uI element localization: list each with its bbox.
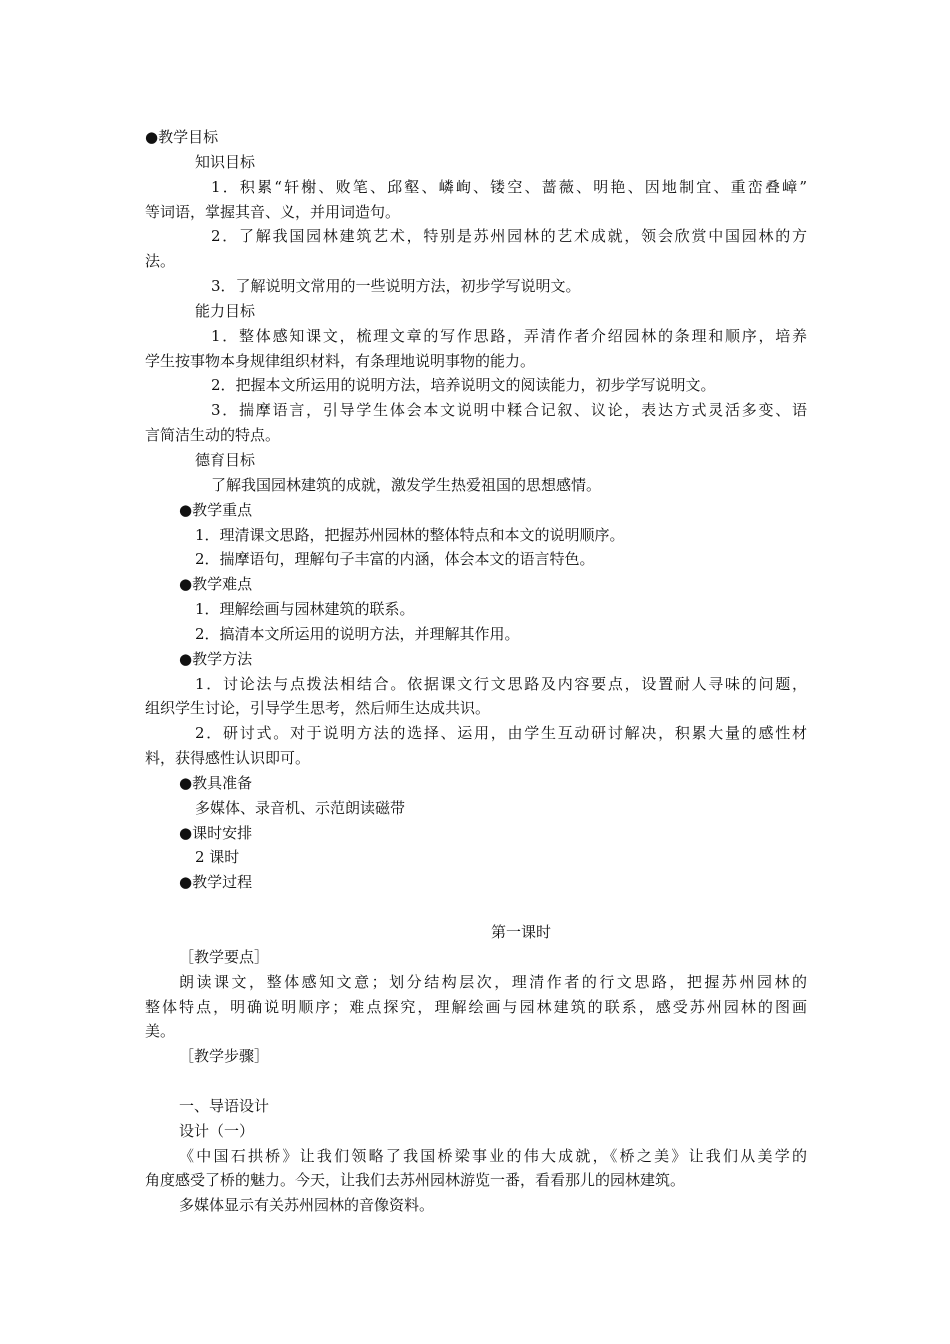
spacer: [145, 895, 807, 920]
intro-design-heading: 一、导语设计: [179, 1096, 270, 1115]
knowledge-item-1-line-1: 1．积累“轩榭、败笔、邱壑、嶙峋、镂空、蔷薇、明艳、因地制宜、重峦叠嶂”: [211, 177, 807, 196]
knowledge-item-3: 3．了解说明文常用的一些说明方法，初步学写说明文。: [211, 277, 581, 296]
schedule-heading: ●课时安排: [179, 823, 253, 842]
lesson-1-points-heading: ［教学要点］: [179, 947, 270, 966]
moral-objectives-title: 德育目标: [195, 450, 256, 469]
knowledge-objectives-title: 知识目标: [195, 152, 256, 171]
key-points-heading: ●教学重点: [179, 500, 253, 519]
method-1-line-1: 1．讨论法与点拨法相结合。依据课文行文思路及内容要点，设置耐人寻味的问题，: [195, 674, 807, 693]
lesson-1-points-line-2: 整体特点，明确说明顺序；难点探究，理解绘画与园林建筑的联系，感受苏州园林的图画: [145, 997, 807, 1016]
document-page: [145, 125, 807, 1218]
key-point-2: 2．揣摩语句，理解句子丰富的内涵，体会本文的语言特色。: [195, 550, 595, 569]
ability-item-1-line-1: 1．整体感知课文，梳理文章的写作思路，弄清作者介绍园林的条理和顺序，培养: [211, 326, 807, 345]
key-point-1: 1．理清课文思路，把握苏州园林的整体特点和本文的说明顺序。: [195, 525, 625, 544]
method-2-line-1: 2．研讨式。对于说明方法的选择、运用，由学生互动研讨解决，积累大量的感性材: [195, 724, 807, 743]
knowledge-item-2-line-2: 法。: [145, 252, 176, 271]
moral-objectives-text: 了解我国园林建筑的成就，激发学生热爱祖国的思想感情。: [211, 475, 602, 494]
lesson-1-steps-heading: ［教学步骤］: [179, 1047, 270, 1066]
lesson-1-points-line-1: 朗读课文，整体感知文意；划分结构层次，理清作者的行文思路，把握苏州园林的: [179, 972, 807, 991]
methods-heading: ●教学方法: [179, 649, 253, 668]
ability-item-1-line-2: 学生按事物本身规律组织材料，有条理地说明事物的能力。: [145, 351, 536, 370]
lesson-1-points-line-3: 美。: [145, 1022, 176, 1041]
ability-item-3-line-2: 言简洁生动的特点。: [145, 426, 281, 445]
ability-item-3-line-1: 3．揣摩语言，引导学生体会本文说明中糅合记叙、议论，表达方式灵活多变、语: [211, 401, 807, 420]
design-one-line-2: 角度感受了桥的魅力。今天，让我们去苏州园林游览一番，看看那儿的园林建筑。: [145, 1171, 686, 1190]
method-2-line-2: 料，获得感性认识即可。: [145, 749, 311, 768]
difficulty-2: 2．搞清本文所运用的说明方法，并理解其作用。: [195, 624, 520, 643]
process-heading: ●教学过程: [179, 873, 253, 892]
tools-heading: ●教具准备: [179, 773, 253, 792]
teaching-objectives-heading: ●教学目标: [145, 128, 219, 146]
difficulty-1: 1．理解绘画与园林建筑的联系。: [195, 600, 415, 619]
spacer: [145, 1069, 807, 1094]
knowledge-item-2-line-1: 2．了解我国园林建筑艺术，特别是苏州园林的艺术成就，领会欣赏中国园林的方: [211, 227, 807, 246]
knowledge-item-1-line-2: 等词语，掌握其音、义，并用词造句。: [145, 202, 401, 221]
schedule-text: 2 课时: [195, 848, 240, 867]
difficulties-heading: ●教学难点: [179, 575, 253, 594]
method-1-line-2: 组织学生讨论，引导学生思考，然后师生达成共识。: [145, 699, 491, 718]
lesson-1-title: 第一课时: [490, 923, 551, 941]
tools-text: 多媒体、录音机、示范朗读磁带: [195, 798, 406, 817]
ability-objectives-title: 能力目标: [195, 301, 256, 320]
media-display-text: 多媒体显示有关苏州园林的音像资料。: [179, 1196, 435, 1215]
design-one-line-1: 《中国石拱桥》让我们领略了我国桥梁事业的伟大成就，《桥之美》让我们从美学的: [179, 1146, 807, 1165]
ability-item-2: 2．把握本文所运用的说明方法，培养说明文的阅读能力，初步学写说明文。: [211, 376, 716, 395]
design-one-heading: 设计（一）: [179, 1121, 255, 1140]
